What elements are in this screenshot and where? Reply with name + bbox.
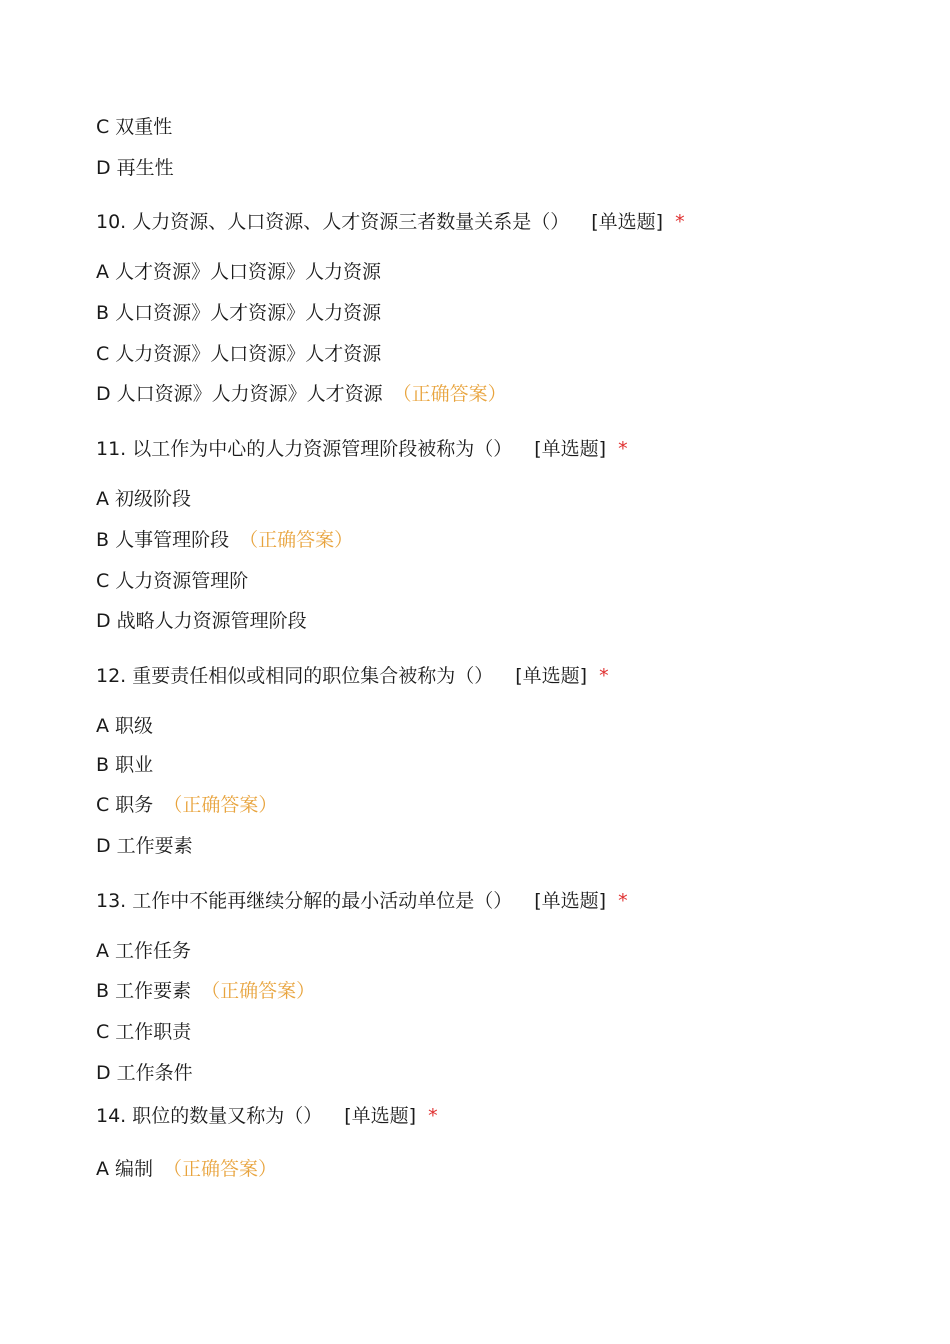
option-text: C 工作职责 xyxy=(96,1021,192,1043)
option-item xyxy=(96,1156,277,1182)
question-title xyxy=(96,436,628,462)
question-type-label: [单选题] xyxy=(591,211,664,233)
question-text: 14. 职位的数量又称为（） xyxy=(96,1105,323,1127)
option-item xyxy=(96,300,381,326)
option-text: A 人才资源》人口资源》人力资源 xyxy=(96,261,382,283)
option-item xyxy=(96,1060,193,1086)
option-text: A 职级 xyxy=(96,715,154,737)
option-item xyxy=(96,259,381,285)
option-text: D 人口资源》人力资源》人才资源 xyxy=(96,383,383,405)
question-title xyxy=(96,1103,438,1129)
option-text: C 人力资源管理阶 xyxy=(96,570,249,592)
question-title xyxy=(96,663,609,689)
option-item xyxy=(96,114,172,140)
option-text: D 再生性 xyxy=(96,157,174,179)
option-item xyxy=(96,833,193,859)
option-text: B 职业 xyxy=(96,754,154,776)
option-item xyxy=(96,792,277,818)
question-title xyxy=(96,888,628,914)
correct-answer-tag: （正确答案） xyxy=(239,529,354,551)
question-text: 12. 重要责任相似或相同的职位集合被称为（） xyxy=(96,665,494,687)
option-text: C 双重性 xyxy=(96,116,173,138)
question-title xyxy=(96,209,685,235)
option-text: D 工作要素 xyxy=(96,835,193,857)
correct-answer-tag: （正确答案） xyxy=(163,1158,278,1180)
required-mark: * xyxy=(675,211,685,233)
option-item xyxy=(96,527,353,553)
option-item xyxy=(96,978,315,1004)
option-item xyxy=(96,341,381,367)
option-text: C 职务 xyxy=(96,794,154,816)
question-type-label: [单选题] xyxy=(534,438,607,460)
option-item xyxy=(96,608,307,634)
option-item xyxy=(96,1019,191,1045)
option-item xyxy=(96,752,153,778)
option-text: C 人力资源》人口资源》人才资源 xyxy=(96,343,382,365)
option-text: A 工作任务 xyxy=(96,940,192,962)
question-type-label: [单选题] xyxy=(515,665,588,687)
option-item xyxy=(96,713,153,739)
question-text: 13. 工作中不能再继续分解的最小活动单位是（） xyxy=(96,890,513,912)
option-text: A 初级阶段 xyxy=(96,488,192,510)
option-item xyxy=(96,938,191,964)
required-mark: * xyxy=(599,665,609,687)
option-text: B 工作要素 xyxy=(96,980,192,1002)
correct-answer-tag: （正确答案） xyxy=(392,383,507,405)
question-type-label: [单选题] xyxy=(344,1105,417,1127)
option-item xyxy=(96,381,507,407)
option-item xyxy=(96,155,174,181)
option-item xyxy=(96,568,248,594)
required-mark: * xyxy=(428,1105,438,1127)
required-mark: * xyxy=(618,438,628,460)
option-text: A 编制 xyxy=(96,1158,154,1180)
correct-answer-tag: （正确答案） xyxy=(201,980,316,1002)
option-text: B 人口资源》人才资源》人力资源 xyxy=(96,302,382,324)
option-text: B 人事管理阶段 xyxy=(96,529,230,551)
option-text: D 工作条件 xyxy=(96,1062,193,1084)
option-text: D 战略人力资源管理阶段 xyxy=(96,610,307,632)
question-text: 10. 人力资源、人口资源、人才资源三者数量关系是（） xyxy=(96,211,570,233)
question-text: 11. 以工作为中心的人力资源管理阶段被称为（） xyxy=(96,438,513,460)
option-item xyxy=(96,486,191,512)
question-type-label: [单选题] xyxy=(534,890,607,912)
required-mark: * xyxy=(618,890,628,912)
correct-answer-tag: （正确答案） xyxy=(163,794,278,816)
